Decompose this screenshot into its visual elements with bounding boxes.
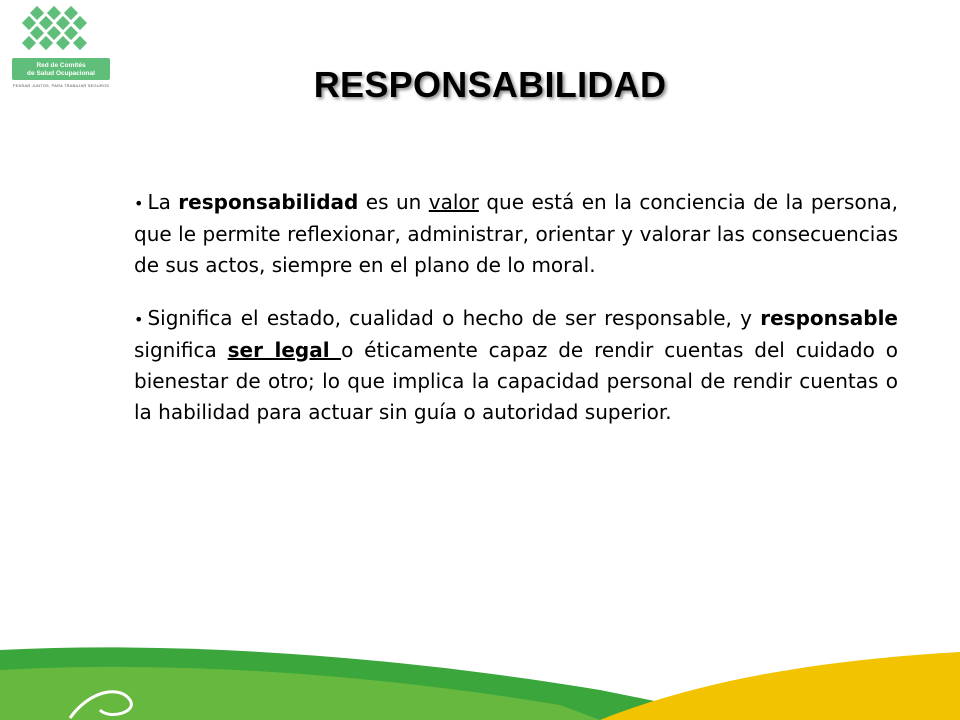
bold-term: responsabilidad bbox=[178, 190, 359, 214]
footer-yellow-wave bbox=[600, 652, 960, 720]
logo-badge-line2: de Salud Ocupacional bbox=[27, 70, 95, 77]
page-title: RESPONSABILIDAD bbox=[313, 64, 667, 105]
text-span: que está en la conciencia de la persona, que le permite reflexionar, administrar, orientar y valorar las consecuencias de sus actos, siempre en el plano de lo moral. bbox=[134, 190, 898, 277]
bullet-icon: • bbox=[134, 194, 144, 213]
paragraph-meaning bbox=[134, 303, 898, 428]
text-span: significa bbox=[134, 338, 228, 362]
logo-badge-line1: Red de Comités bbox=[36, 62, 86, 69]
footer-decoration bbox=[0, 630, 960, 720]
text-span: La bbox=[147, 190, 179, 214]
bullet-icon: • bbox=[134, 310, 144, 329]
text-span: es un bbox=[358, 190, 429, 214]
bold-underlined-term: ser legal bbox=[227, 338, 342, 362]
bold-term: responsable bbox=[760, 306, 898, 330]
slide-content bbox=[134, 187, 898, 450]
underlined-term: valor bbox=[428, 190, 479, 214]
paragraph-definition bbox=[134, 187, 898, 281]
logo-tagline: PENSAR JUNTOS, PARA TRABAJAR SEGUROS bbox=[12, 83, 110, 88]
text-span: o éticamente capaz de rendir cuentas del cuidado o bienestar de otro; lo que implica la capacidad personal de rendir cuentas o la habilidad para actuar sin guía o autoridad superior. bbox=[134, 338, 898, 424]
cross-pattern-logo-icon bbox=[8, 4, 114, 66]
text-span: Significa el estado, cualidad o hecho de ser responsable, y bbox=[147, 306, 761, 330]
